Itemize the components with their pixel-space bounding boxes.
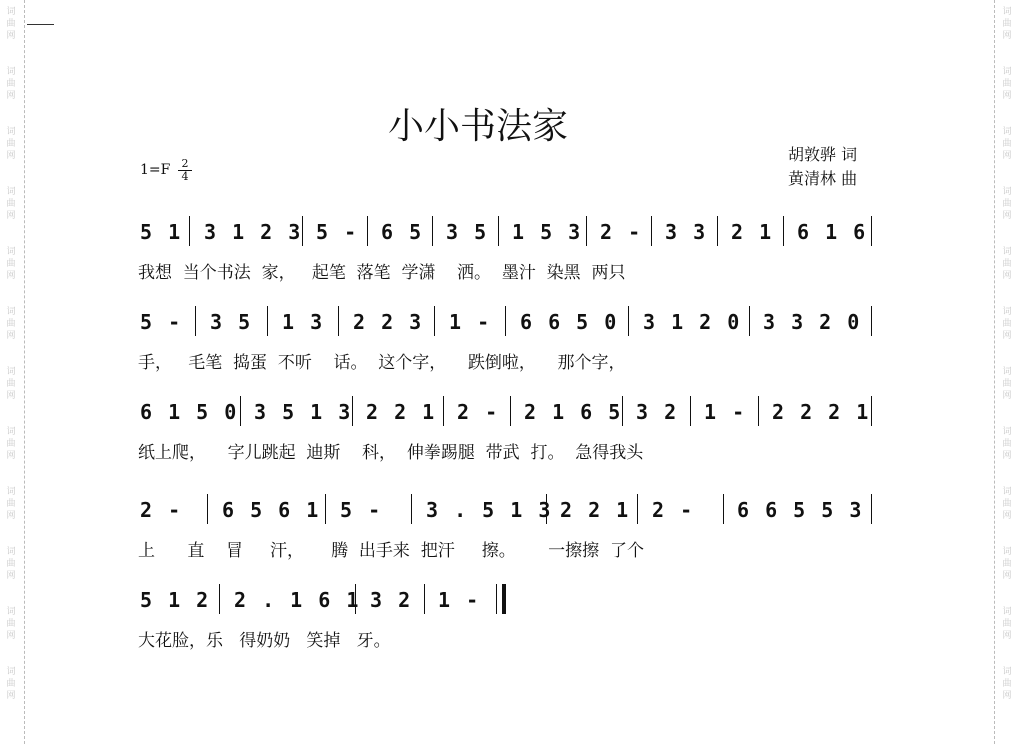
top-rule <box>27 24 54 25</box>
watermark-glyph: 词 <box>1002 67 1012 77</box>
measure: 6 5 6 1 <box>222 498 321 522</box>
watermark-glyph: 词 <box>6 187 16 197</box>
watermark-glyph: 网 <box>1002 571 1012 581</box>
watermark-glyph: 网 <box>1002 691 1012 701</box>
watermark-glyph: 词 <box>1002 247 1012 257</box>
watermark-glyph: 曲 <box>1002 139 1012 149</box>
barline <box>434 306 435 336</box>
watermark-glyph: 曲 <box>1002 619 1012 629</box>
measure: 5 - <box>140 310 183 334</box>
watermark-glyph: 网 <box>1002 391 1012 401</box>
watermark-glyph: 词 <box>6 367 16 377</box>
composer-credit: 黄清林 曲 <box>788 169 858 188</box>
lyrics-line: 大花脸，乐 得奶奶 笑掉 牙。 <box>138 631 391 651</box>
watermark-glyph: 词 <box>1002 547 1012 557</box>
barline <box>267 306 268 336</box>
watermark-glyph: 曲 <box>6 379 16 389</box>
measure: 2 2 2 1 <box>772 400 871 424</box>
left-watermark-strip <box>4 0 18 744</box>
notes-row <box>0 214 1018 248</box>
watermark-glyph: 网 <box>1002 451 1012 461</box>
barline <box>622 396 623 426</box>
watermark-glyph: 网 <box>6 451 16 461</box>
barline <box>871 494 872 524</box>
right-margin-line <box>994 0 995 744</box>
notes-row <box>0 582 1018 616</box>
watermark-glyph: 网 <box>1002 211 1012 221</box>
watermark-glyph: 网 <box>1002 91 1012 101</box>
final-barline-thick <box>502 584 506 614</box>
right-watermark-strip <box>1000 0 1014 744</box>
notes-row <box>0 394 1018 428</box>
measure: 2 - <box>652 498 695 522</box>
watermark-glyph: 网 <box>6 91 16 101</box>
measure: 3 5 1 3 <box>254 400 353 424</box>
measure: 2 2 1 <box>560 498 631 522</box>
watermark-glyph: 词 <box>6 127 16 137</box>
measure: 6 1 6 <box>797 220 868 244</box>
watermark-glyph: 曲 <box>6 139 16 149</box>
watermark-glyph: 曲 <box>6 259 16 269</box>
barline <box>355 584 356 614</box>
barline <box>498 216 499 246</box>
watermark-glyph: 网 <box>1002 271 1012 281</box>
measure: 3 1 2 3 <box>204 220 303 244</box>
measure: 2 2 3 <box>353 310 424 334</box>
final-barline-thin <box>496 584 497 614</box>
barline <box>240 396 241 426</box>
watermark-glyph: 曲 <box>1002 259 1012 269</box>
left-margin-line <box>24 0 25 744</box>
watermark-glyph: 曲 <box>1002 199 1012 209</box>
measure: 3 3 <box>665 220 708 244</box>
watermark-glyph: 曲 <box>1002 499 1012 509</box>
watermark-glyph: 词 <box>1002 127 1012 137</box>
barline <box>367 216 368 246</box>
barline <box>717 216 718 246</box>
barline <box>207 494 208 524</box>
watermark-glyph: 词 <box>6 7 16 17</box>
lyrics-line: 上 直 冒 汗， 腾 出手来 把汗 擦。 一擦擦 了个 <box>138 541 644 561</box>
barline <box>510 396 511 426</box>
watermark-glyph: 曲 <box>6 499 16 509</box>
measure: 2 - <box>600 220 643 244</box>
barline <box>338 306 339 336</box>
measure: 3 3 2 0 <box>763 310 862 334</box>
watermark-glyph: 词 <box>6 667 16 677</box>
page-title: 小小书法家 <box>388 106 569 147</box>
watermark-glyph: 词 <box>1002 307 1012 317</box>
watermark-glyph: 词 <box>6 487 16 497</box>
measure: 6 5 <box>381 220 424 244</box>
measure: 2 1 6 5 <box>524 400 623 424</box>
barline <box>586 216 587 246</box>
barline <box>325 494 326 524</box>
watermark-glyph: 曲 <box>1002 79 1012 89</box>
barline <box>443 396 444 426</box>
measure: 2 - <box>140 498 183 522</box>
lyrics-line: 手， 毛笔 捣蛋 不听 话。 这个字， 跌倒啦， 那个字， <box>138 353 626 373</box>
measure: 1 - <box>438 588 481 612</box>
measure: 2 1 <box>731 220 774 244</box>
barline <box>424 584 425 614</box>
watermark-glyph: 网 <box>6 631 16 641</box>
watermark-glyph: 曲 <box>6 19 16 29</box>
measure: 3 2 <box>636 400 679 424</box>
measure: 1 3 <box>282 310 325 334</box>
barline <box>195 306 196 336</box>
watermark-glyph: 曲 <box>1002 439 1012 449</box>
watermark-glyph: 曲 <box>6 619 16 629</box>
watermark-glyph: 词 <box>6 67 16 77</box>
watermark-glyph: 词 <box>1002 487 1012 497</box>
watermark-glyph: 曲 <box>6 79 16 89</box>
lyricist-credit: 胡敦骅 词 <box>788 145 858 164</box>
barline <box>783 216 784 246</box>
barline <box>219 584 220 614</box>
barline <box>871 306 872 336</box>
watermark-glyph: 词 <box>1002 7 1012 17</box>
watermark-glyph: 网 <box>6 691 16 701</box>
lyrics-line: 我想 当个书法 家， 起笔 落笔 学潇 洒。 墨汁 染黑 两只 <box>138 263 626 283</box>
barline <box>546 494 547 524</box>
barline <box>871 216 872 246</box>
barline <box>411 494 412 524</box>
watermark-glyph: 网 <box>6 511 16 521</box>
measure: 3 5 <box>210 310 253 334</box>
barline <box>723 494 724 524</box>
barline <box>505 306 506 336</box>
watermark-glyph: 网 <box>6 331 16 341</box>
watermark-glyph: 曲 <box>1002 379 1012 389</box>
watermark-glyph: 曲 <box>6 439 16 449</box>
barline <box>432 216 433 246</box>
watermark-glyph: 网 <box>1002 511 1012 521</box>
lyrics-line: 纸上爬， 字儿跳起 迪斯 科， 伸拳踢腿 带武 打。 急得我头 <box>138 443 644 463</box>
watermark-glyph: 曲 <box>6 319 16 329</box>
measure: 3 5 <box>446 220 489 244</box>
watermark-glyph: 曲 <box>1002 679 1012 689</box>
watermark-glyph: 曲 <box>1002 559 1012 569</box>
watermark-glyph: 网 <box>6 31 16 41</box>
time-signature <box>178 158 192 183</box>
watermark-glyph: 词 <box>1002 667 1012 677</box>
barline <box>637 494 638 524</box>
measure: 5 - <box>340 498 383 522</box>
watermark-glyph: 网 <box>6 211 16 221</box>
barline <box>302 216 303 246</box>
barline <box>189 216 190 246</box>
measure: 1 - <box>449 310 492 334</box>
barline <box>871 396 872 426</box>
measure: 6 6 5 0 <box>520 310 619 334</box>
watermark-glyph: 网 <box>1002 31 1012 41</box>
watermark-glyph: 词 <box>6 547 16 557</box>
watermark-glyph: 词 <box>6 427 16 437</box>
measure: 2 . 1 6 1 <box>234 588 361 612</box>
measure: 6 6 5 5 3 <box>737 498 864 522</box>
watermark-glyph: 网 <box>6 151 16 161</box>
measure: 3 2 <box>370 588 413 612</box>
watermark-glyph: 曲 <box>6 559 16 569</box>
watermark-glyph: 曲 <box>6 679 16 689</box>
measure: 1 5 3 <box>512 220 583 244</box>
notes-row <box>0 492 1018 526</box>
measure: 6 1 5 0 <box>140 400 239 424</box>
measure: 5 1 <box>140 220 183 244</box>
watermark-glyph: 词 <box>6 247 16 257</box>
watermark-glyph: 曲 <box>6 199 16 209</box>
notes-row <box>0 304 1018 338</box>
barline <box>352 396 353 426</box>
watermark-glyph: 词 <box>6 307 16 317</box>
watermark-glyph: 词 <box>1002 187 1012 197</box>
watermark-glyph: 词 <box>1002 607 1012 617</box>
measure: 2 - <box>457 400 500 424</box>
barline <box>651 216 652 246</box>
barline <box>758 396 759 426</box>
watermark-glyph: 网 <box>6 271 16 281</box>
watermark-glyph: 网 <box>1002 151 1012 161</box>
watermark-glyph: 网 <box>6 391 16 401</box>
meter-bottom: 4 <box>181 170 189 183</box>
barline <box>628 306 629 336</box>
watermark-glyph: 曲 <box>1002 319 1012 329</box>
meter-top: 2 <box>178 158 192 171</box>
watermark-glyph: 词 <box>1002 367 1012 377</box>
measure: 5 - <box>316 220 359 244</box>
watermark-glyph: 网 <box>1002 631 1012 641</box>
measure: 2 2 1 <box>366 400 437 424</box>
barline <box>690 396 691 426</box>
measure: 1 - <box>704 400 747 424</box>
measure: 3 1 2 0 <box>643 310 742 334</box>
watermark-glyph: 网 <box>1002 331 1012 341</box>
watermark-glyph: 词 <box>6 607 16 617</box>
watermark-glyph: 词 <box>1002 427 1012 437</box>
watermark-glyph: 曲 <box>1002 19 1012 29</box>
measure: 3 . 5 1 3 <box>426 498 553 522</box>
measure: 5 1 2 <box>140 588 211 612</box>
watermark-glyph: 网 <box>6 571 16 581</box>
key-signature: 1=F <box>140 162 171 178</box>
barline <box>749 306 750 336</box>
